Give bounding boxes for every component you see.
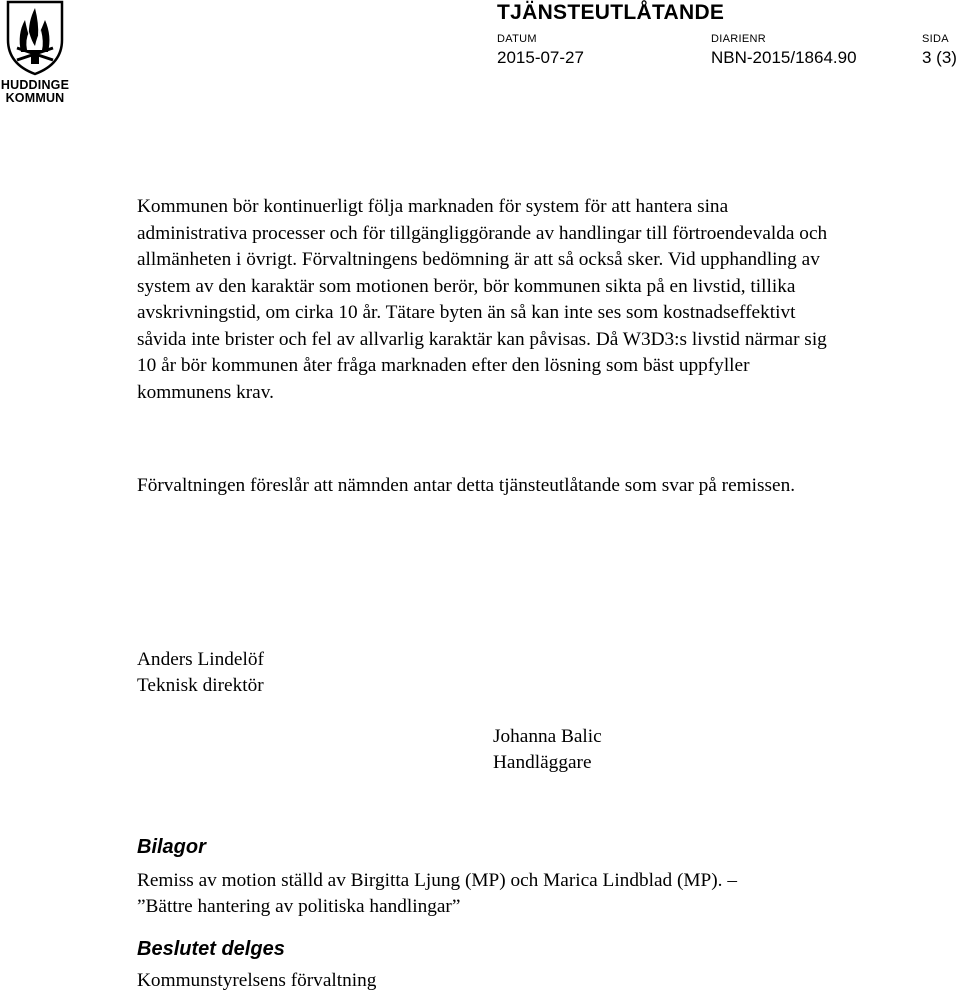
- page-number-value: 3 (3): [922, 48, 957, 67]
- distribution-heading: Beslutet delges: [137, 938, 285, 960]
- body-paragraph-assessment: Kommunen bör kontinuerligt följa marknaden för system för att hantera sina administrativa processer och för tillgängliggörande av handlingar till förtroendevalda och allmänheten i övrigt. Förvaltningens bedömning är att så också sker. Vid upphandling av system av den karaktär som motionen berör, bör kommunen sikta på en livstid, tillika avskrivningstid, om cirka 10 år. Tätare byten än så kan inte ses som kostnadseffektivt såvida inte brister och fel av allvarlig karaktär kan påvisas. Då W3D3:s livstid närmar sig 10 år bör kommunen åter fråga marknaden efter den lösning som bäst uppfyller kommunens krav.: [137, 196, 828, 403]
- page-label: SIDA: [922, 33, 949, 45]
- municipality-logo: [0, 0, 70, 106]
- logo-text-line2: KOMMUN: [5, 91, 65, 105]
- distribution-recipient: Kommunstyrelsens förvaltning: [137, 970, 377, 991]
- body-paragraph-proposal: Förvaltningen föreslår att nämnden antar detta tjänsteutlåtande som svar på remissen.: [137, 475, 796, 496]
- signatory-name: Anders Lindelöf: [137, 649, 264, 670]
- logo-text-line1: HUDDINGE: [0, 78, 70, 92]
- handler-title: Handläggare: [493, 752, 592, 773]
- attachment-item-line2: ”Bättre hantering av politiska handlingar”: [137, 896, 461, 917]
- diary-number-value: NBN-2015/1864.90: [711, 48, 857, 67]
- handler-name: Johanna Balic: [493, 726, 602, 747]
- huddinge-coat-of-arms-icon: [5, 0, 65, 76]
- date-label: DATUM: [497, 33, 537, 45]
- attachment-item-line1: Remiss av motion ställd av Birgitta Ljung (MP) och Marica Lindblad (MP). –: [137, 870, 737, 891]
- signatory-title: Teknisk direktör: [137, 675, 264, 696]
- document-type: TJÄNSTEUTLÅTANDE: [497, 1, 725, 24]
- attachments-heading: Bilagor: [137, 836, 206, 858]
- date-value: 2015-07-27: [497, 48, 584, 67]
- diary-number-label: DIARIENR: [711, 33, 766, 45]
